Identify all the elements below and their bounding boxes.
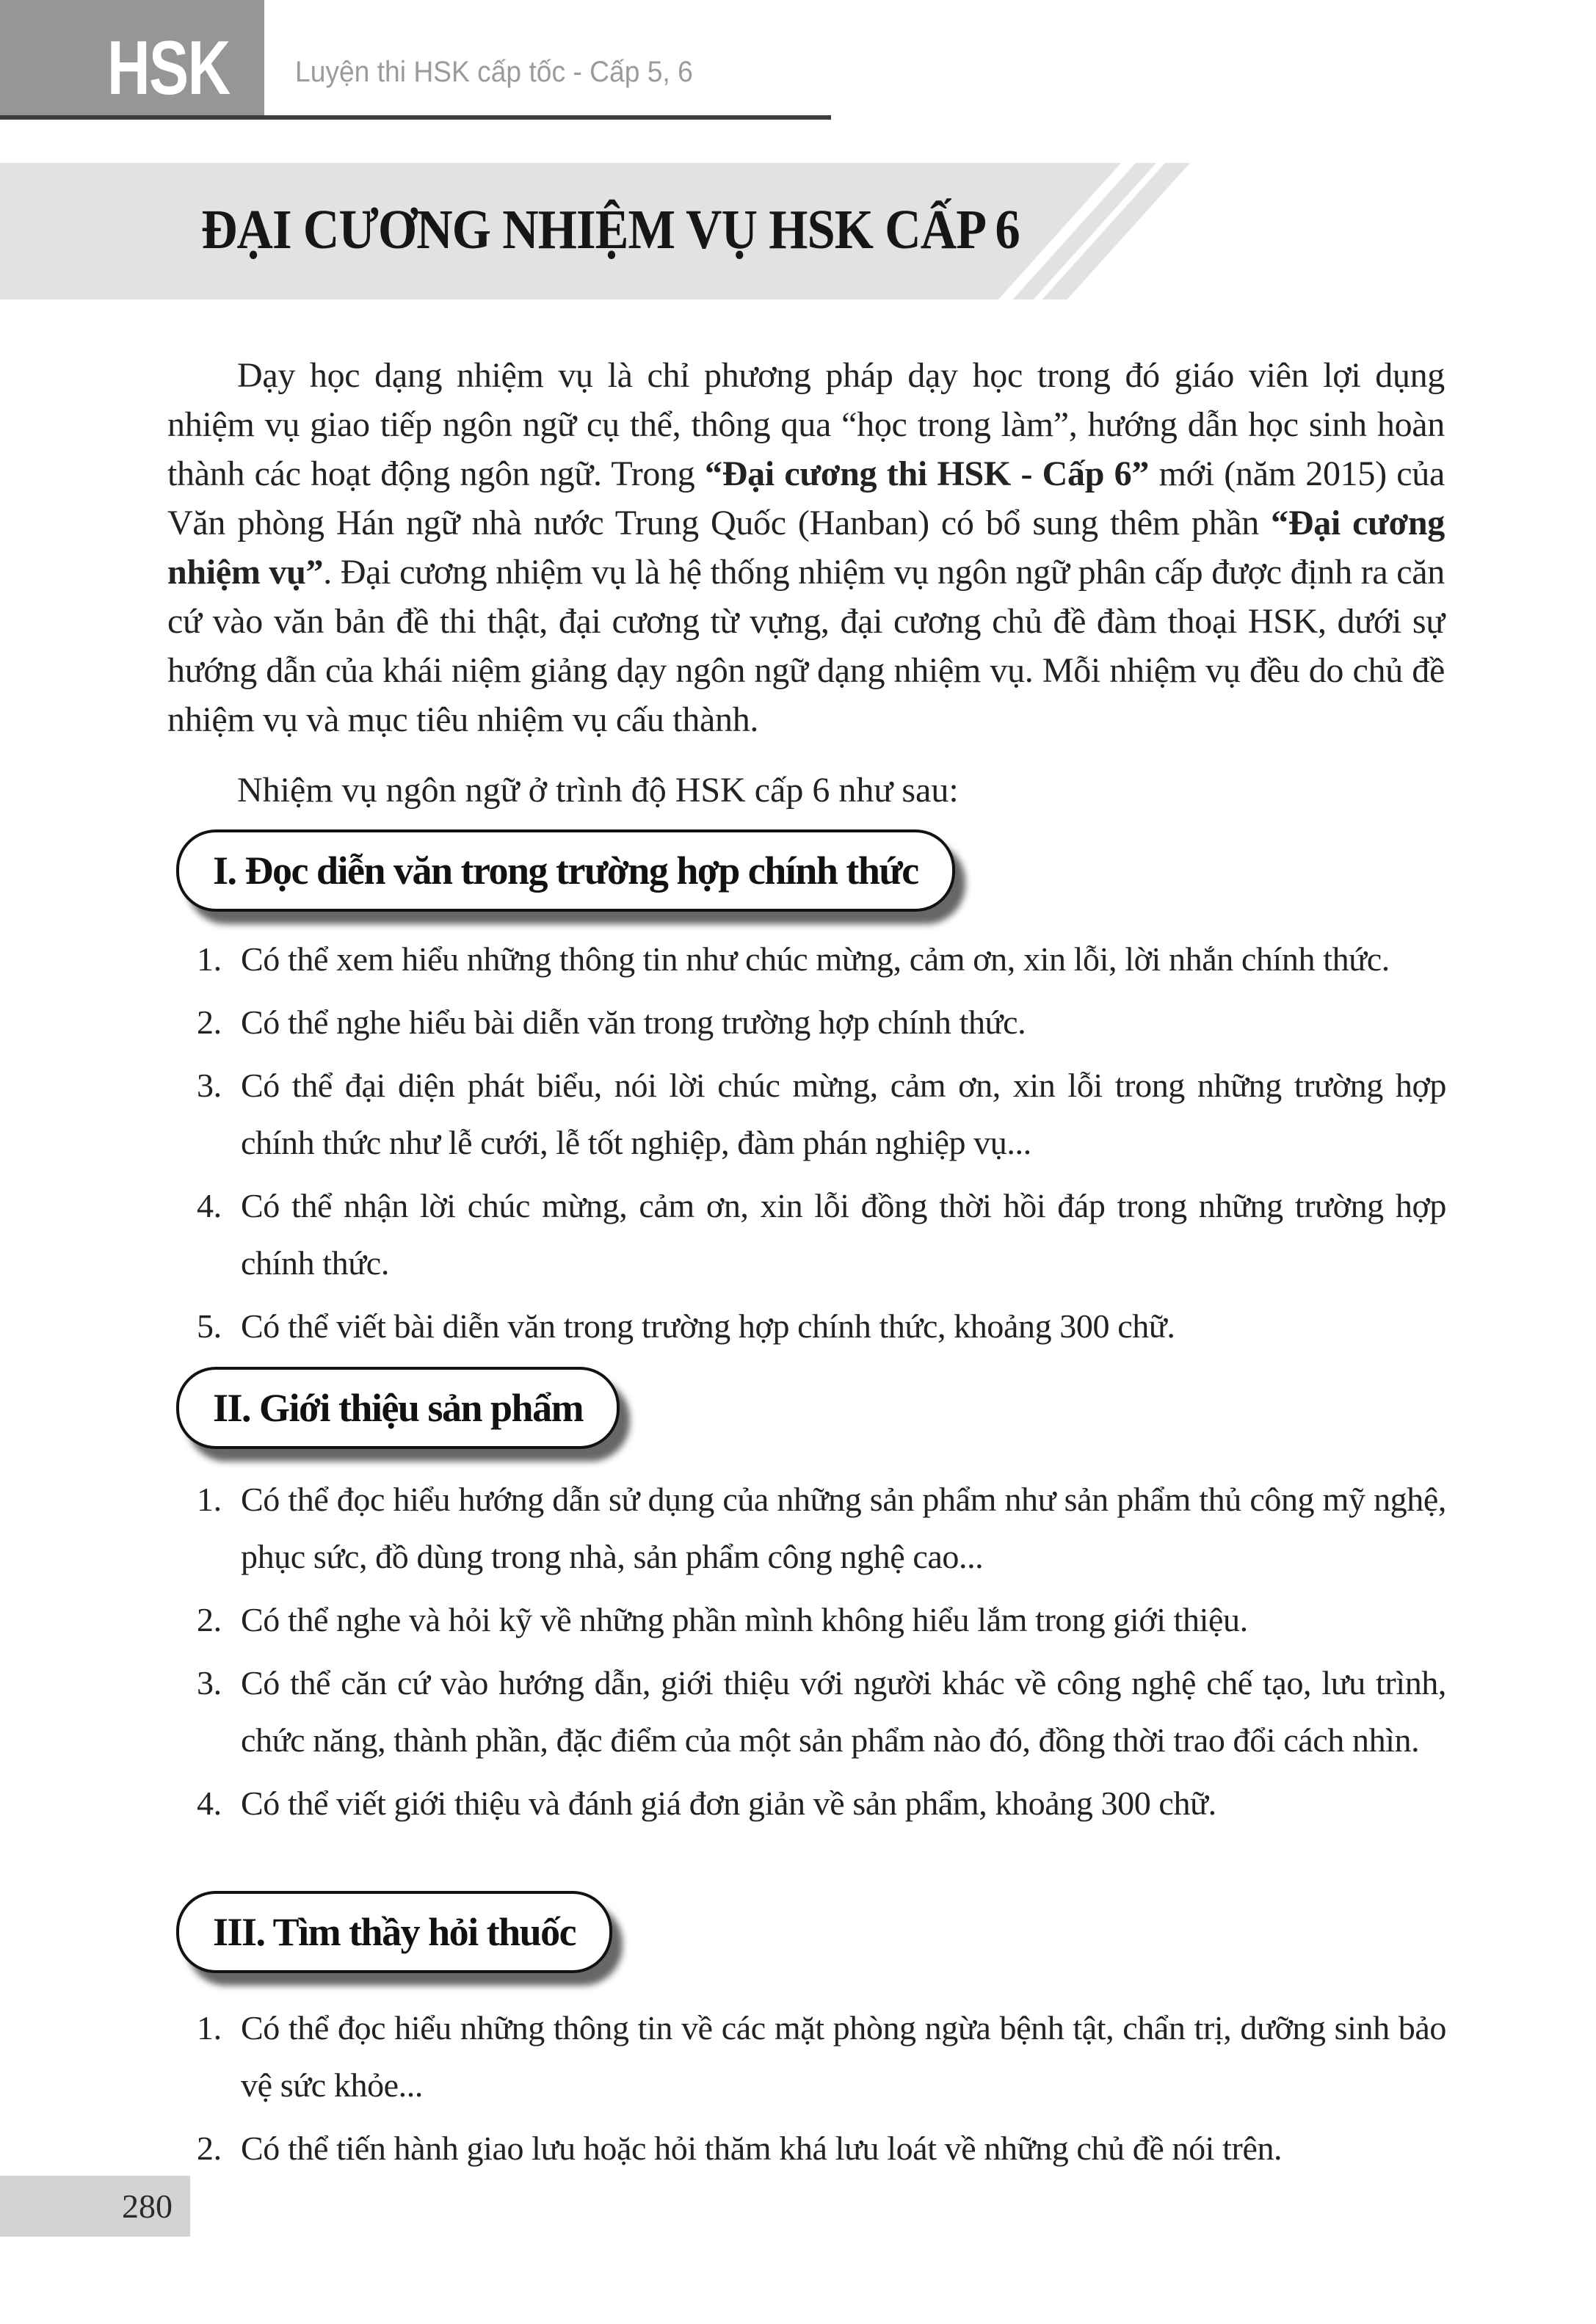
paragraph-segment: mới (năm 2015) của Văn phòng Hán ngữ nhà nước Trung Quốc (Hanban) có bổ sung thêm phần	[167, 454, 1446, 542]
list-item-number: 1.	[197, 1481, 222, 1518]
list-item-text: Có thể viết giới thiệu và đánh giá đơn giản về sản phẩm, khoảng 300 chữ.	[241, 1784, 1216, 1822]
section-heading-box	[176, 1891, 612, 1973]
section-list	[197, 2000, 1446, 2183]
paragraph-segment: . Đại cương nhiệm vụ là hệ thống nhiệm vụ ngôn ngữ phân cấp được định ra căn cứ vào văn bản đề thi thật, đại cương từ vựng, đại cương chủ đề đàm thoại HSK, dưới sự hướng dẫn của khái niệm giảng dạy ngôn ngữ dạng nhiệm vụ. Mỗi nhiệm vụ đều do chủ đề nhiệm vụ và mục tiêu nhiệm vụ cấu thành.	[167, 553, 1445, 739]
list-item	[197, 1591, 1446, 1649]
list-item	[197, 2000, 1446, 2114]
list-item-number: 5.	[197, 1307, 222, 1345]
list-item	[197, 2120, 1446, 2177]
list-item-number: 4.	[197, 1784, 222, 1822]
section-heading: II. Giới thiệu sản phẩm	[213, 1386, 584, 1430]
paragraph-bold-segment: “Đại cương thi HSK - Cấp 6”	[705, 454, 1150, 493]
book-title: Luyện thi HSK cấp tốc - Cấp 5, 6	[295, 56, 693, 88]
list-item	[197, 1471, 1446, 1586]
paragraph-segment: Dạy học dạng nhiệm vụ là chỉ phương pháp dạy học trong đó giáo viên lợi dụng nhiệm vụ giao tiếp ngôn ngữ cụ thể, thông qua “học trong làm”, hướng dẫn học sinh hoàn thành các hoạt động ngôn ngữ. Trong	[167, 356, 1445, 493]
list-item	[197, 931, 1446, 988]
list-item-number: 2.	[197, 2129, 222, 2167]
chapter-title: ĐẠI CƯƠNG NHIỆM VỤ HSK CẤP 6	[201, 199, 1020, 261]
list-item	[197, 1298, 1446, 1355]
list-item-number: 2.	[197, 1003, 222, 1041]
paragraph-bold-segment: “Đại cương nhiệm vụ”	[167, 504, 1445, 592]
list-item-text: Có thể căn cứ vào hướng dẫn, giới thiệu với người khác về công nghệ chế tạo, lưu trình, chức năng, thành phần, đặc điểm của một sản phẩm nào đó, đồng thời trao đổi cách nhìn.	[241, 1664, 1446, 1759]
list-item-number: 3.	[197, 1067, 222, 1104]
list-item-text: Có thể nghe và hỏi kỹ về những phần mình không hiểu lắm trong giới thiệu.	[241, 1601, 1248, 1638]
page-number-box	[0, 2176, 190, 2237]
header-rule	[0, 115, 831, 120]
list-item-text: Có thể đại diện phát biểu, nói lời chúc mừng, cảm ơn, xin lỗi trong những trường hợp chính thức như lễ cưới, lễ tốt nghiệp, đàm phán nghiệp vụ...	[241, 1067, 1446, 1161]
list-item	[197, 1655, 1446, 1769]
list-item-text: Có thể đọc hiểu những thông tin về các mặt phòng ngừa bệnh tật, chẩn trị, dưỡng sinh bảo vệ sức khỏe...	[241, 2009, 1446, 2104]
list-item-number: 4.	[197, 1187, 222, 1224]
list-item-text: Có thể viết bài diễn văn trong trường hợp chính thức, khoảng 300 chữ.	[241, 1307, 1175, 1345]
list-item-text: Có thể xem hiểu những thông tin như chúc mừng, cảm ơn, xin lỗi, lời nhắn chính thức.	[241, 940, 1390, 978]
list-item-text: Có thể tiến hành giao lưu hoặc hỏi thăm khá lưu loát về những chủ đề nói trên.	[241, 2129, 1283, 2167]
hsk-logo-box	[0, 0, 264, 115]
list-item	[197, 1177, 1446, 1292]
list-item-number: 1.	[197, 2009, 222, 2047]
section-heading: III. Tìm thầy hỏi thuốc	[213, 1910, 576, 1954]
list-item-text: Có thể nhận lời chúc mừng, cảm ơn, xin lỗi đồng thời hồi đáp trong những trường hợp chính thức.	[241, 1187, 1446, 1282]
list-item	[197, 1775, 1446, 1832]
section-heading-box	[176, 1367, 620, 1449]
list-item	[197, 994, 1446, 1051]
list-item-number: 1.	[197, 940, 222, 978]
section-heading-box	[176, 829, 955, 912]
lead-in-line: Nhiệm vụ ngôn ngữ ở trình độ HSK cấp 6 như sau:	[237, 771, 959, 810]
section-heading: I. Đọc diễn văn trong trường hợp chính thức	[213, 849, 918, 893]
page-number: 280	[122, 2187, 173, 2225]
section-list	[197, 931, 1446, 1361]
section-list	[197, 1471, 1446, 1838]
list-item-number: 3.	[197, 1664, 222, 1702]
hsk-logo-text: HSK	[107, 26, 230, 111]
list-item-text: Có thể đọc hiểu hướng dẫn sử dụng của những sản phẩm như sản phẩm thủ công mỹ nghệ, phục sức, đồ dùng trong nhà, sản phẩm công nghệ cao...	[241, 1481, 1446, 1575]
intro-paragraph	[167, 351, 1445, 744]
list-item	[197, 1057, 1446, 1172]
list-item-text: Có thể nghe hiểu bài diễn văn trong trường hợp chính thức.	[241, 1003, 1026, 1041]
list-item-number: 2.	[197, 1601, 222, 1638]
